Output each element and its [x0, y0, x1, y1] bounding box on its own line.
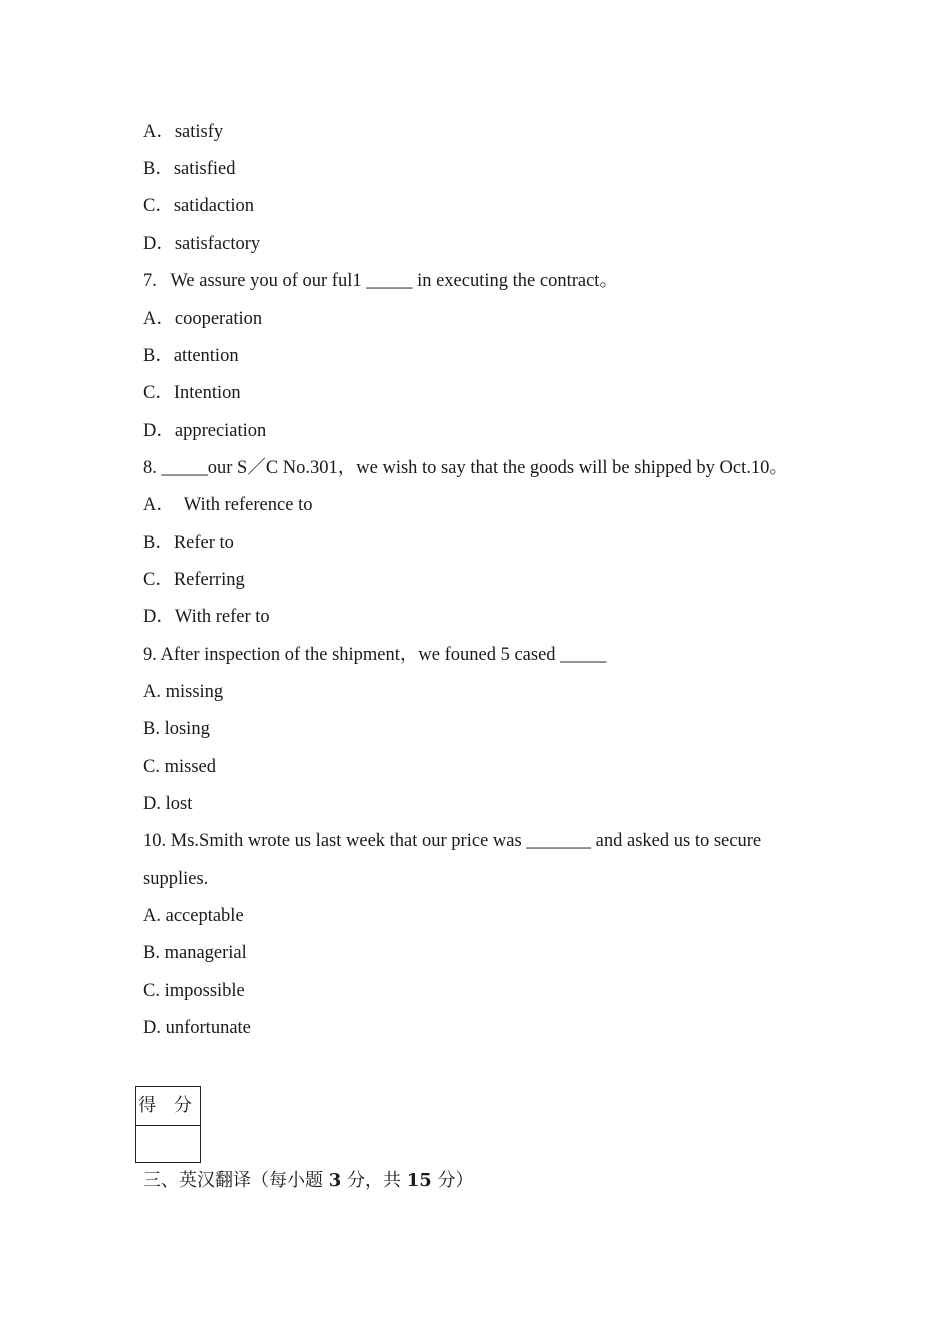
option-line: C．satidaction	[143, 196, 254, 216]
question-7: 7. We assure you of our ful1 _____ in executing the contract。	[143, 271, 618, 291]
option-line: A. missing	[143, 682, 224, 702]
option-line: C．Intention	[143, 383, 241, 403]
option-line: C. missed	[143, 757, 216, 777]
option-line: A. acceptable	[143, 906, 244, 926]
score-label: 得 分	[136, 1087, 200, 1126]
option-line: B. losing	[143, 719, 210, 739]
question-8: 8. _____our S／C No.301，we wish to say that the goods will be shipped by Oct.10。	[143, 458, 788, 478]
section-total: 15	[406, 1170, 432, 1191]
section-middle: 分，共	[341, 1170, 407, 1191]
option-line: A． With reference to	[143, 495, 313, 515]
question-10: 10. Ms.Smith wrote us last week that our price was _______ and asked us to secure	[143, 831, 762, 851]
section-prefix: 三、英汉翻译（每小题	[143, 1170, 329, 1191]
option-line: D. lost	[143, 794, 193, 814]
section-points-each: 3	[328, 1170, 342, 1191]
option-line: B．satisfied	[143, 159, 236, 179]
section-heading	[143, 1169, 474, 1193]
option-line: C. impossible	[143, 981, 245, 1001]
score-box	[135, 1086, 201, 1163]
option-line: D．satisfactory	[143, 234, 261, 254]
option-line: D. unfortunate	[143, 1018, 251, 1038]
option-line: B．attention	[143, 346, 239, 366]
option-line: A．satisfy	[143, 122, 224, 142]
question-9: 9. After inspection of the shipment，we founed 5 cased _____	[143, 645, 607, 665]
option-line: C．Referring	[143, 570, 245, 590]
option-line: B．Refer to	[143, 533, 234, 553]
option-line: D．appreciation	[143, 421, 267, 441]
option-line: D．With refer to	[143, 607, 270, 627]
option-line: B. managerial	[143, 943, 247, 963]
section-suffix: 分）	[431, 1170, 474, 1191]
question-10-continuation: supplies.	[143, 869, 209, 889]
option-line: A．cooperation	[143, 309, 263, 329]
